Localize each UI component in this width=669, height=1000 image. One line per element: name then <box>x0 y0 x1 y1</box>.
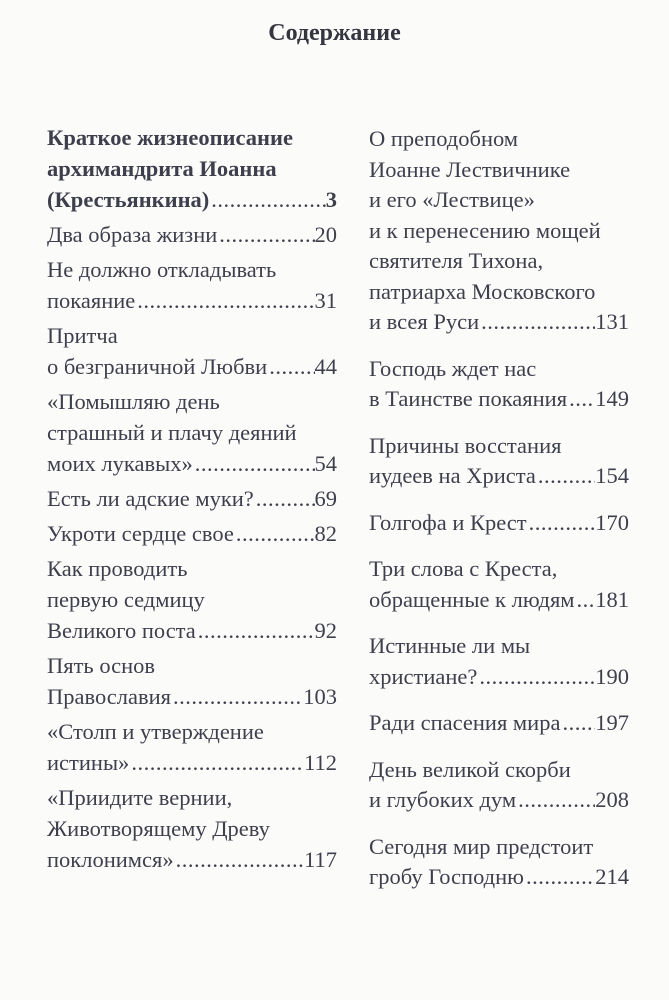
toc-page-number: 54 <box>314 451 337 476</box>
dot-leader <box>524 862 595 893</box>
toc-entry-line <box>369 216 629 247</box>
toc-entry-title-text: Иоанне Лествичнике <box>369 156 571 182</box>
toc-entry-line <box>369 832 629 863</box>
toc-entry <box>47 518 337 549</box>
toc-entry-title-text: Притча <box>47 323 118 348</box>
toc-entry-line <box>369 384 629 415</box>
toc-entry-title-text: «Приидите вернии, <box>47 785 233 810</box>
toc-entry-line <box>369 155 629 186</box>
toc-right-column <box>369 124 629 909</box>
toc-entry-line <box>369 785 629 816</box>
toc-entry-title-text: «Столп и утверждение <box>47 719 264 744</box>
toc-page-number: 103 <box>303 684 337 709</box>
toc-page-number: 69 <box>314 486 337 511</box>
toc-entry-line <box>47 122 337 153</box>
toc-entry-title-text: Истинные ли мы <box>369 633 531 658</box>
toc-entry-line <box>47 813 337 844</box>
toc-entry <box>369 832 629 893</box>
dot-leader <box>193 448 315 479</box>
toc-entry-title-text: о безграничной Любви <box>47 354 268 379</box>
toc-page-number: 92 <box>314 618 337 643</box>
toc-entry <box>369 631 629 692</box>
toc-page-number: 3 <box>325 187 337 212</box>
dot-leader <box>209 184 325 215</box>
toc-page-number: 149 <box>595 386 629 411</box>
toc-entry-title-text: Великого поста <box>47 618 196 643</box>
dot-leader <box>575 585 596 616</box>
toc-entry-title-text: и глубоких дум <box>369 787 517 812</box>
toc-entry-title-text: поклонимся» <box>47 847 174 872</box>
dot-leader <box>196 615 315 646</box>
toc-entry <box>369 508 629 539</box>
toc-page-number: 181 <box>595 586 629 612</box>
toc-entry-line <box>369 862 629 893</box>
toc-entry-title-text: Пять основ <box>47 653 156 678</box>
toc-entry-title-text: иудеев на Христа <box>369 463 536 488</box>
toc-entry <box>369 354 629 415</box>
toc-entry-line <box>369 755 629 786</box>
toc-entry-line <box>369 124 629 155</box>
page-title: Содержание <box>268 20 401 46</box>
toc-entry-line <box>47 782 337 813</box>
toc-entry-title-text: истины» <box>47 750 130 775</box>
toc-entry <box>47 320 337 382</box>
toc-page-number: 190 <box>595 663 629 689</box>
dot-leader <box>234 518 315 549</box>
toc-entry <box>369 554 629 615</box>
toc-entry-line <box>47 448 337 479</box>
toc-entry-line <box>47 716 337 747</box>
toc-entry-line <box>369 508 629 539</box>
toc-entry-line <box>369 585 629 616</box>
toc-entry-title-text: Господь ждет нас <box>369 355 537 381</box>
toc-entry-line <box>47 747 337 778</box>
toc-page-number: 112 <box>304 750 337 775</box>
toc-entry-title-text: Ради спасения мира <box>369 710 561 735</box>
toc-page-number: 170 <box>595 509 629 535</box>
toc-entry-title-text: Есть ли адские муки? <box>47 486 254 511</box>
toc-entry-line <box>47 518 337 549</box>
toc-entry <box>47 782 337 875</box>
toc-entry-line <box>369 662 629 693</box>
toc-entry <box>47 254 337 316</box>
toc-entry-title-text: Животворящему Древу <box>47 816 270 841</box>
dot-leader <box>516 785 595 816</box>
dot-leader <box>217 219 314 250</box>
toc-entry <box>369 755 629 816</box>
toc-page-number: 44 <box>314 354 337 379</box>
toc-entry-title-text: Укроти сердце свое <box>47 521 234 546</box>
dot-leader <box>135 285 314 316</box>
dot-leader <box>479 307 595 338</box>
toc-entry-line <box>47 320 337 351</box>
toc-entry-line <box>47 219 337 250</box>
toc-entry-title-text: Причины восстания <box>369 432 562 458</box>
toc-entry <box>47 650 337 712</box>
toc-entry-title-text: моих лукавых» <box>47 451 193 476</box>
toc-entry <box>369 124 629 338</box>
dot-leader <box>129 747 304 778</box>
toc-entry-line <box>47 254 337 285</box>
toc-entry-title-text: День великой скорби <box>369 756 571 782</box>
toc-entry-line <box>47 153 337 184</box>
toc-page-number: 20 <box>314 222 337 247</box>
dot-leader <box>560 708 595 739</box>
toc-entry <box>369 431 629 492</box>
toc-entry <box>47 386 337 479</box>
dot-leader <box>171 681 303 712</box>
toc-entry-line <box>369 554 629 585</box>
toc-page-number: 214 <box>595 864 629 889</box>
toc-entry-title-text: и его «Лествице» <box>369 187 535 212</box>
toc-entry-title-text: первую седмицу <box>47 587 205 612</box>
toc-entry-line <box>369 708 629 739</box>
toc-entry <box>47 483 337 514</box>
toc-entry-title-text: и всея Руси <box>369 309 480 334</box>
toc-entry-title-text: в Таинстве покаяния <box>369 386 568 411</box>
toc-page-number: 208 <box>595 787 629 812</box>
toc-entry-line <box>47 386 337 417</box>
toc-entry-line <box>47 417 337 448</box>
toc-entry-title-text: архимандрита Иоанна <box>47 156 277 181</box>
toc-entry-line <box>369 631 629 662</box>
toc-entry-line <box>369 307 629 338</box>
toc-entry <box>47 219 337 250</box>
toc-entry <box>47 716 337 778</box>
toc-entry-line <box>47 844 337 875</box>
toc-entry-line <box>47 184 337 215</box>
dot-leader <box>477 662 595 693</box>
toc-page-number: 131 <box>595 309 629 334</box>
toc-entry-line <box>369 277 629 308</box>
toc-entry-title-text: (Крестьянкина) <box>47 187 210 212</box>
toc-entry <box>47 122 337 215</box>
toc-page-number: 197 <box>595 710 629 735</box>
toc-page-number: 117 <box>304 847 337 872</box>
toc-entry-title-text: Не должно откладывать <box>47 257 277 282</box>
toc-page-number: 82 <box>314 521 337 546</box>
dot-leader <box>567 384 595 415</box>
dot-leader <box>267 351 314 382</box>
toc-entry <box>47 553 337 646</box>
toc-entry-title-text: обращенные к людям <box>369 586 575 612</box>
toc-page-number: 154 <box>595 463 629 488</box>
dot-leader <box>536 461 595 492</box>
toc-entry-title-text: «Помышляю день <box>47 389 220 414</box>
dot-leader <box>527 508 596 539</box>
toc-entry-line <box>47 681 337 712</box>
toc-entry-title-text: Сегодня мир предстоит <box>369 833 594 859</box>
toc-entry-title-text: Три слова с Креста, <box>369 556 558 581</box>
toc-entry-title-text: Православия <box>47 684 171 709</box>
toc-entry-title-text: покаяние <box>47 288 136 313</box>
toc-entry <box>369 708 629 739</box>
toc-entry-line <box>47 483 337 514</box>
toc-entry-title-text: Голгофа и Крест <box>369 509 527 535</box>
toc-entry-title-text: христиане? <box>369 663 478 689</box>
toc-entry-line <box>369 431 629 462</box>
toc-entry-line <box>47 285 337 316</box>
toc-entry-title-text: О преподобном <box>369 126 519 151</box>
toc-entry-line <box>47 351 337 382</box>
toc-page-number: 31 <box>314 288 337 313</box>
toc-entry-line <box>47 615 337 646</box>
dot-leader <box>254 483 315 514</box>
toc-entry-title-text: и к перенесению мощей <box>369 217 601 243</box>
toc-entry-line <box>47 584 337 615</box>
toc-entry-title-text: Как проводить <box>47 556 188 581</box>
toc-entry-line <box>47 553 337 584</box>
toc-entry-title-text: Два образа жизни <box>47 222 218 247</box>
dot-leader <box>174 844 304 875</box>
toc-entry-title-text: гробу Господню <box>369 864 524 889</box>
toc-entry-title-text: Краткое жизнеописание <box>47 125 293 150</box>
toc-entry-title-text: патриарха Московского <box>369 278 596 304</box>
toc-entry-line <box>47 650 337 681</box>
toc-left-column <box>47 122 337 879</box>
toc-entry-line <box>369 354 629 385</box>
toc-entry-title-text: страшный и плачу деяний <box>47 420 297 445</box>
toc-entry-line <box>369 461 629 492</box>
toc-entry-line <box>369 246 629 277</box>
toc-entry-line <box>369 185 629 216</box>
toc-entry-title-text: святителя Тихона, <box>369 248 544 273</box>
